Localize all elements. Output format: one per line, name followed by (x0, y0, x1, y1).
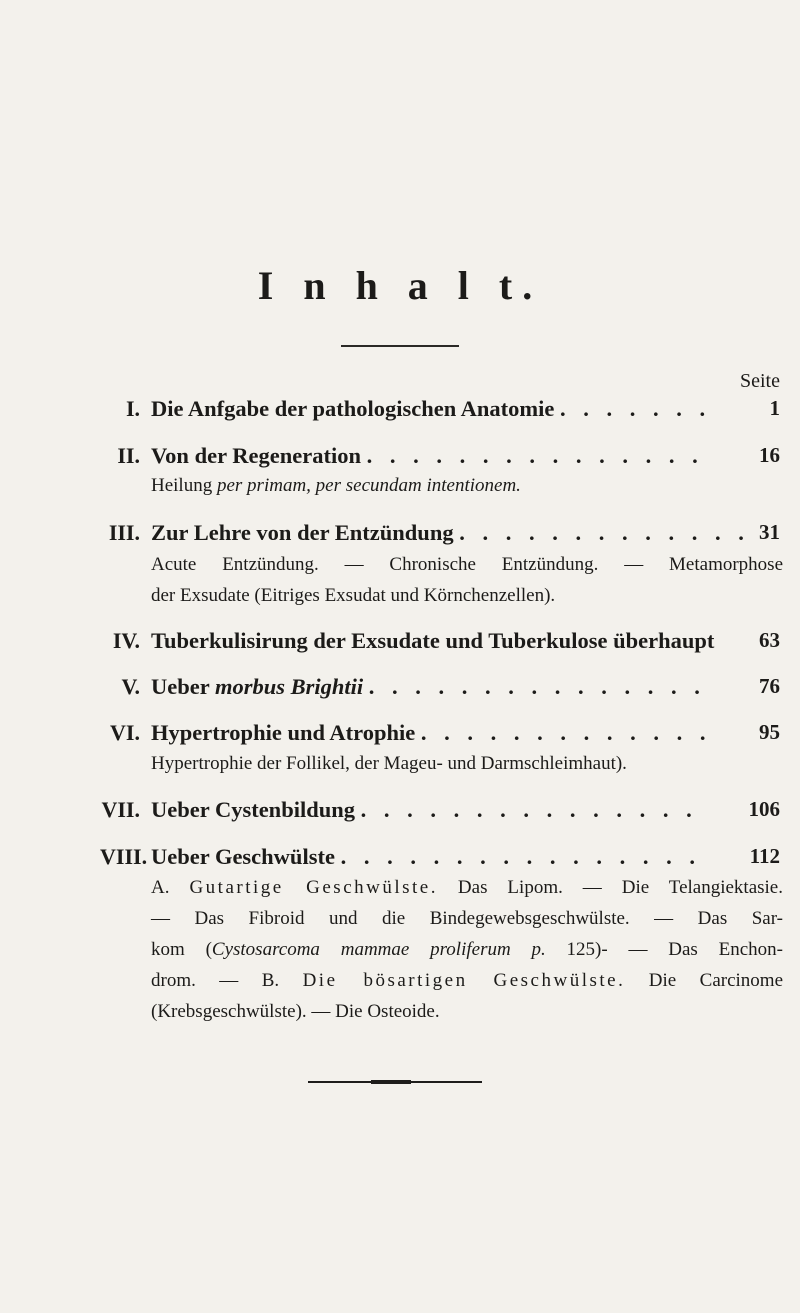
entry-page: 31 (759, 520, 780, 544)
entry-page: 1 (769, 396, 780, 420)
entry-title: Ueber Geschwülste . . . . . . . . . . . . . . . . (151, 844, 701, 869)
entry-title: Ueber Cystenbildung . . . . . . . . . . . . . . . (151, 797, 698, 822)
seite-label: Seite (740, 370, 780, 392)
entry-subtopics: Hypertrophie der Follikel, der Mageu- und Darmschleimhaut). (151, 753, 627, 774)
entry-page: 95 (759, 720, 780, 744)
entry-title: Zur Lehre von der Entzündung . . . . . . . . . . . . . (151, 520, 750, 545)
entry-page: 106 (748, 797, 780, 821)
entry-subtopics: A. Gutartige Geschwülste. Das Lipom. — Die Telangiektasie. — Das Fibroid und die Bindegewebsgeschwülste. — Das Sar- kom (Cystosarcoma mammae proliferum p. 125)- — Das Enchon- drom. — B. Die bösartigen Geschwülste. Die Carcinome (Krebsgeschwülste). — Die Osteoide. (151, 877, 784, 1022)
entry-title: Ueber morbus Brightii . . . . . . . . . . . . . . . (151, 674, 706, 699)
entry-number: V. (121, 674, 140, 699)
entry-number: VIII. (100, 844, 148, 869)
entry-number: IV. (112, 628, 140, 653)
entry-subtopics: Acute Entzündung. — Chronische Entzündung. — Metamorphose der Exsudate (Eitriges Exsudat und Körnchenzellen). (151, 554, 783, 606)
entry-page: 63 (759, 628, 780, 652)
entry-page: 112 (749, 844, 780, 868)
entry-title: Hypertrophie und Atrophie . . . . . . . . . . . . . (151, 720, 712, 745)
entry-page: 16 (759, 443, 780, 467)
title-rule (341, 345, 459, 347)
closing-rule (308, 1081, 482, 1083)
entry-page: 76 (759, 674, 780, 698)
entry-number: VI. (110, 720, 140, 745)
entry-number: III. (108, 520, 140, 545)
entry-title: Von der Regeneration . . . . . . . . . . . . . . . (151, 443, 704, 468)
entry-number: II. (117, 443, 140, 468)
page-title: I n h a l t. (257, 263, 543, 308)
entry-number: VII. (101, 797, 140, 822)
entry-number: I. (125, 396, 140, 421)
entry-title: Die Anfgabe der pathologischen Anatomie . . . . . . . (151, 396, 712, 421)
entry-title: Tuberkulisirung der Exsudate und Tuberkulose überhaupt (151, 628, 715, 653)
entry-subtopics: Heilung per primam, per secundam intentionem. (151, 475, 521, 496)
